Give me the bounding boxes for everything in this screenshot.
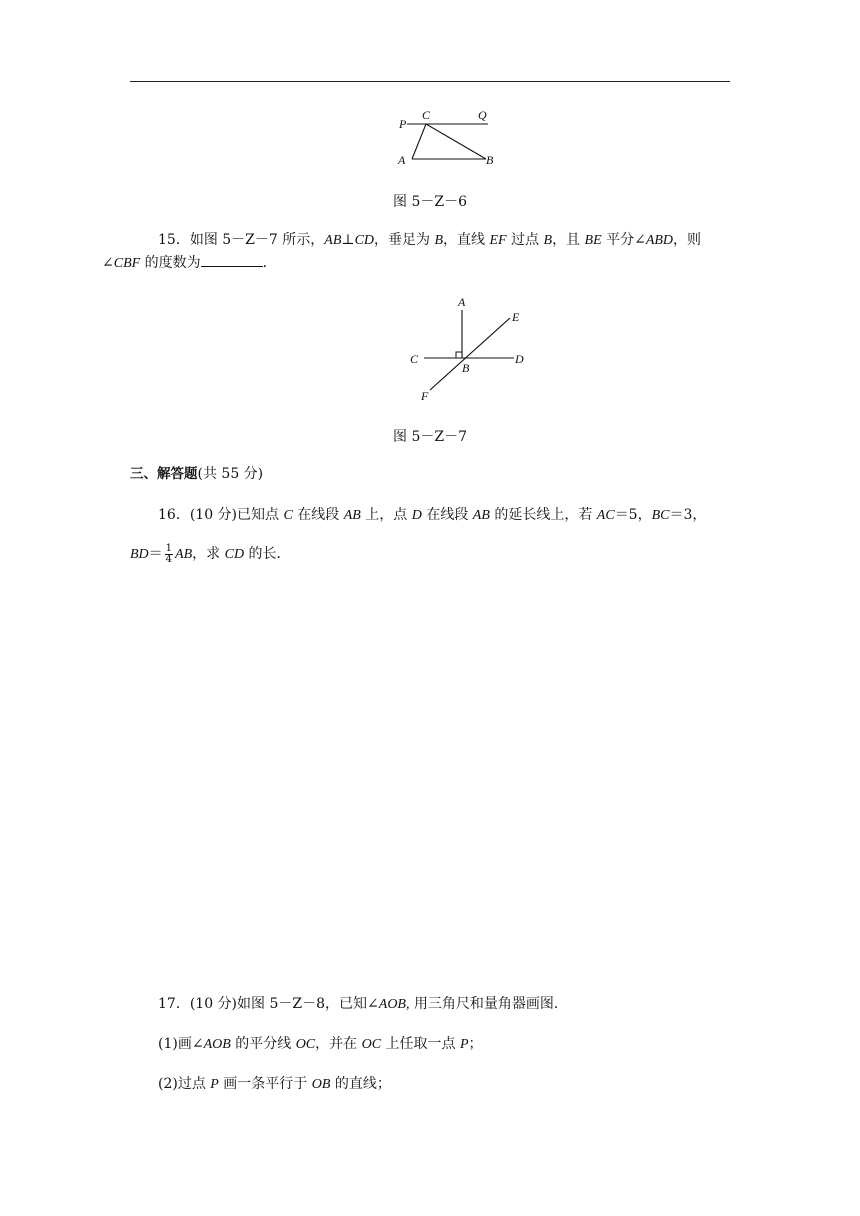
q15-var: B xyxy=(543,233,553,248)
right-angle-mark xyxy=(456,352,462,358)
q15-perp-symbol: ⊥ xyxy=(341,232,355,248)
q17-var: P xyxy=(459,1037,469,1052)
q16-score: (10 分) xyxy=(189,507,238,523)
q15-text: ． xyxy=(262,255,277,271)
q17-number: 17． xyxy=(158,996,190,1012)
segment-cb xyxy=(426,124,486,159)
q15-var: CD xyxy=(354,233,375,248)
q15-text: ，直线 xyxy=(443,232,490,248)
q16-text: 的延长线上，若 xyxy=(489,507,597,523)
q17-text: ，并在 xyxy=(315,1036,362,1052)
label-f: F xyxy=(421,389,429,403)
q15-text: ，且 xyxy=(552,232,585,248)
q15-text: ，则 xyxy=(673,232,702,248)
q15-text: ，垂足为 xyxy=(374,232,435,248)
q15-var: ABD xyxy=(645,233,674,248)
q15-angle-symbol: ∠ xyxy=(102,255,114,271)
q17-text: 用三角尺和量角器画图． xyxy=(409,996,568,1012)
q15-text: 平分∠ xyxy=(601,232,646,248)
q17-text: (2)过点 xyxy=(158,1076,211,1092)
label-c: C xyxy=(410,352,419,366)
fraction-one-quarter xyxy=(165,544,173,565)
q16-text: ，求 xyxy=(192,546,225,562)
q15-var: AB xyxy=(324,233,342,248)
q16-var: AB xyxy=(175,547,193,562)
q17-text: ； xyxy=(468,1036,483,1052)
q16-text: ＝3， xyxy=(669,507,707,523)
q17-text: 画一条平行于 xyxy=(218,1076,312,1092)
q17-text: 如图 5－Z－8，已知∠ xyxy=(237,996,379,1012)
q15-text: 的度数为 xyxy=(140,255,201,271)
label-b: B xyxy=(486,153,494,167)
label-e: E xyxy=(512,310,520,324)
q15-text: 过点 xyxy=(506,232,544,248)
label-q: Q xyxy=(478,108,487,122)
segment-ca xyxy=(412,124,426,159)
q16-var: BC xyxy=(651,508,670,523)
q16-var: AB xyxy=(472,508,490,523)
q16-text: 在线段 xyxy=(292,507,344,523)
q17-var: OC xyxy=(295,1037,316,1052)
question-16-line2 xyxy=(130,543,730,566)
q17-var: OB xyxy=(311,1077,331,1092)
q17-var: OC xyxy=(361,1037,382,1052)
q17-text: 上任取一点 xyxy=(381,1036,460,1052)
q16-var: C xyxy=(283,508,293,523)
q16-text: 已知点 xyxy=(237,507,284,523)
q15-var: CBF xyxy=(113,256,141,271)
q16-text: 在线段 xyxy=(421,507,473,523)
question-17 xyxy=(130,993,730,1016)
section-3-note: (共 55 分) xyxy=(197,466,264,482)
q16-var: CD xyxy=(224,547,245,562)
figure-5-z-6-svg xyxy=(390,104,500,170)
question-15 xyxy=(102,229,730,275)
q16-var: AC xyxy=(596,508,615,523)
q16-text: ＝5， xyxy=(614,507,652,523)
q17-var: P xyxy=(210,1077,219,1092)
label-d: D xyxy=(515,352,524,366)
q15-text: 如图 5－Z－7 所示， xyxy=(189,232,325,248)
figure-5-z-7-caption: 图 5－Z－7 xyxy=(393,429,467,445)
question-17-part-2 xyxy=(130,1073,730,1096)
q17-text: 的平分线 xyxy=(230,1036,296,1052)
q16-var: D xyxy=(411,508,422,523)
q17-var: AOB, xyxy=(378,997,410,1012)
header-rule xyxy=(130,81,730,82)
q15-number: 15． xyxy=(158,232,190,248)
section-3-title: 三、解答题 xyxy=(130,466,198,482)
label-a: A xyxy=(398,153,406,167)
figure-5-z-6-caption: 图 5－Z－6 xyxy=(393,194,467,210)
line-ef xyxy=(430,318,510,390)
section-3-heading xyxy=(130,463,730,485)
q16-text: 上，点 xyxy=(360,507,412,523)
q15-answer-blank[interactable] xyxy=(201,252,263,267)
q16-text: 的长． xyxy=(244,546,291,562)
q16-var: BD xyxy=(130,547,149,562)
figure-5-z-6 xyxy=(390,104,500,170)
q15-var: BE xyxy=(584,233,602,248)
question-17-part-1 xyxy=(130,1033,730,1056)
question-16-line1 xyxy=(130,504,730,527)
q17-text: (1)画∠ xyxy=(158,1036,204,1052)
q17-score: (10 分) xyxy=(189,996,238,1012)
figure-5-z-7 xyxy=(400,292,540,408)
q17-text: 的直线； xyxy=(330,1076,391,1092)
figure-5-z-7-svg xyxy=(400,292,540,408)
label-b: B xyxy=(462,361,470,375)
q16-number: 16． xyxy=(158,507,190,523)
q15-var: B xyxy=(434,233,444,248)
fraction-denominator: 4 xyxy=(165,553,173,565)
label-a: A xyxy=(458,295,466,309)
fraction-numerator: 1 xyxy=(165,542,173,554)
q16-var: AB xyxy=(343,508,361,523)
q17-var: AOB xyxy=(203,1037,231,1052)
label-c: C xyxy=(422,108,431,122)
q16-text: ＝ xyxy=(148,546,163,562)
label-p: P xyxy=(399,117,407,131)
q15-var: EF xyxy=(489,233,507,248)
